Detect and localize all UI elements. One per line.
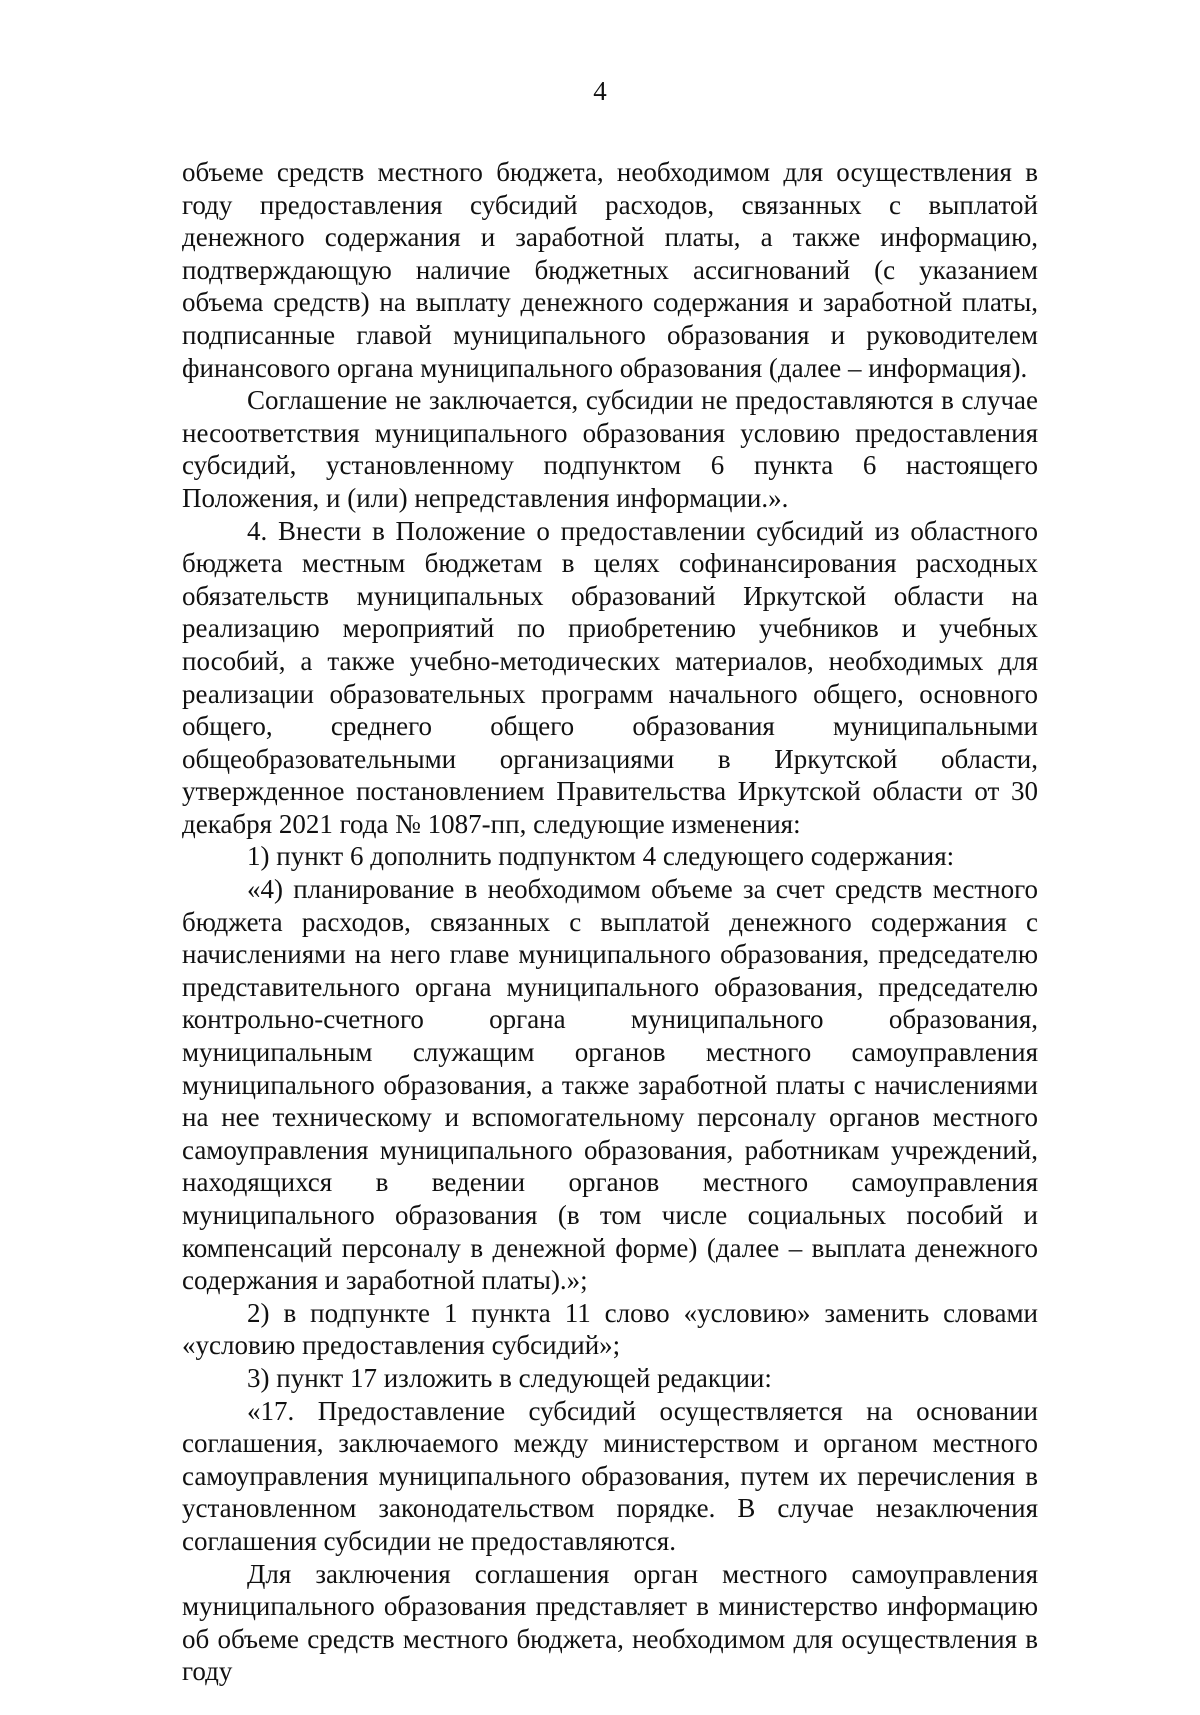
paragraph: Соглашение не заключается, субсидии не предоставляются в случае несоответствия муниципального образования условию предоставления субсидий, установленному подпунктом 6 пункта 6 настоящего Положения, и (или) непредставления информации.».: [182, 385, 1038, 513]
paragraph: Для заключения соглашения орган местного самоуправления муниципального образования представляет в министерство информацию об объеме средств местного бюджета, необходимом для осуществления в году: [182, 1558, 1038, 1687]
paragraph: 1) пункт 6 дополнить подпунктом 4 следующего содержания:: [247, 841, 955, 872]
paragraph: «4) планирование в необходимом объеме за счет средств местного бюджета расходов, связанных с выплатой денежного содержания с начислениями на него главе муниципального образования, председателю представительного органа муниципального образования, председателю контрольно-счетного органа муниципального образования, муниципальным служащим органов местного самоуправления муниципального образования, а также заработной платы с начислениями на нее техническому и вспомогательному персоналу органов местного самоуправления муниципального образования, работникам учреждений, находящихся в ведении органов местного самоуправления муниципального образования (в том числе социальных пособий и компенсаций персоналу в денежной форме) (далее – выплата денежного содержания и заработной платы).»;: [182, 874, 1038, 1296]
paragraph: 4. Внести в Положение о предоставлении субсидий из областного бюджета местным бюджетам в целях софинансирования расходных обязательств муниципальных образований Иркутской области на реализацию мероприятий по приобретению учебников и учебных пособий, а также учебно-методических материалов, необходимых для реализации образовательных программ начального общего, основного общего, среднего общего образования муниципальными общеобразовательными организациями в Иркутской области, утвержденное постановлением Правительства Иркутской области от 30 декабря 2021 года № 1087-пп, следующие изменения:: [182, 515, 1038, 839]
paragraph: 2) в подпункте 1 пункта 11 слово «условию» заменить словами «условию предоставления субсидий»;: [182, 1297, 1038, 1361]
paragraph: объеме средств местного бюджета, необходимом для осуществления в году предоставления субсидий расходов, связанных с выплатой денежного содержания и заработной платы, а также информацию, подтверждающую наличие бюджетных ассигнований (с указанием объема средств) на выплату денежного содержания и заработной платы, подписанные главой муниципального образования и руководителем финансового органа муниципального образования (далее – информация).: [182, 157, 1038, 383]
paragraph: «17. Предоставление субсидий осуществляется на основании соглашения, заключаемого между министерством и органом местного самоуправления муниципального образования, путем их перечисления в установленном законодательством порядке. В случае незаключения соглашения субсидии не предоставляются.: [182, 1395, 1038, 1556]
document-body: [182, 156, 1038, 1688]
page-number: 4: [593, 76, 607, 106]
paragraph: 3) пункт 17 изложить в следующей редакции:: [247, 1362, 772, 1393]
